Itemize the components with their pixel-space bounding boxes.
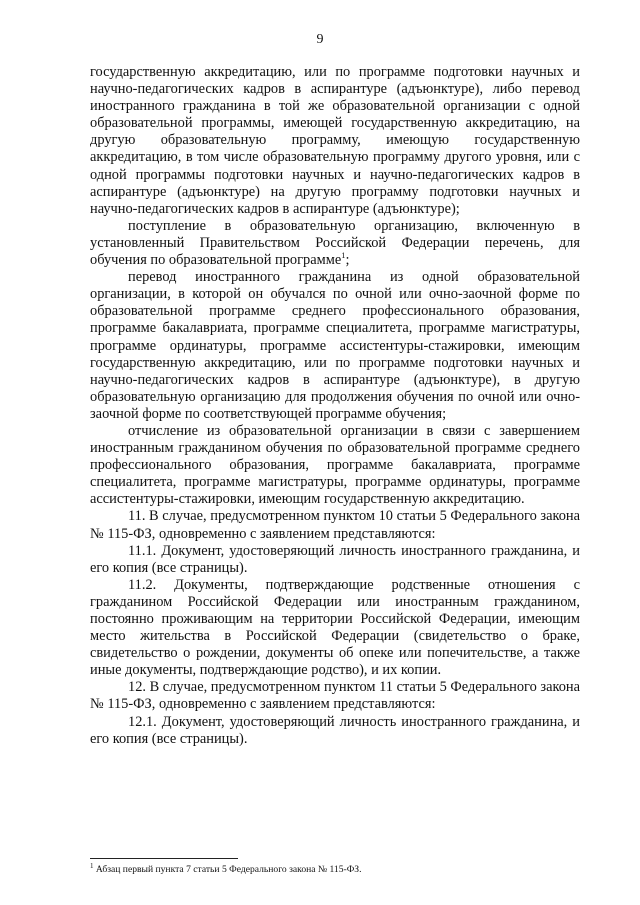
paragraph-item-12-1 [90,714,580,748]
document-body [90,64,580,748]
paragraph-text: 12. В случае, предусмотренном пунктом 11 статьи 5 Федерального закона № 115-ФЗ, одновременно с заявлением представляются: [90,679,580,713]
footnote-reference[interactable]: 1 [341,250,346,261]
paragraph-item-12 [90,679,580,713]
paragraph-continuation [90,64,580,218]
paragraph-text: отчисление из образовательной организации в связи с завершением иностранным гражданином обучения по образовательной программе среднего профессионального образования, программе бакалавриата, программе специалитета, программе магистратуры, программе ординатуры, программе ассистентуры-стажировки, имеющим государственную аккредитацию. [90,422,580,508]
paragraph-text: поступление в образовательную организацию, включенную в установленный Правительством Российской Федерации перечень, для обучения по образовательной программе [90,217,580,269]
footnote-text: Абзац первый пункта 7 статьи 5 Федерального закона № 115-ФЗ. [95,864,362,875]
footnote-mark: 1 [90,861,94,870]
page-number: 9 [316,32,324,47]
footnote-divider [90,858,238,859]
paragraph-item-11-2 [90,577,580,680]
paragraph-text: 12.1. Документ, удостоверяющий личность иностранного гражданина, и его копия (все страницы). [90,713,580,747]
paragraph-transfer [90,269,580,423]
paragraph-admission [90,218,580,269]
footnote [90,861,580,876]
paragraph-text: 11.2. Документы, подтверждающие родственные отношения с гражданином Российской Федерации или иностранным гражданином, постоянно проживающим на территории Российской Федерации, имеющим место жительства в Российской Федерации (свидетельство о браке, свидетельство о рождении, документы об опеке или попечительстве, а также иные документы, подтверждающие родство), и их копии. [90,576,580,679]
paragraph-text: 11.1. Документ, удостоверяющий личность иностранного гражданина, и его копия (все страницы). [90,542,580,576]
paragraph-item-11 [90,508,580,542]
paragraph-tail: ; [345,252,350,269]
paragraph-text: перевод иностранного гражданина из одной образовательной организации, в которой он обучался по очной или очно-заочной форме по образовательной программе среднего профессионального образования, программе бакалавриата, программе специалитета, программе магистратуры, программе ординатуры, программе ассистентуры-стажировки, имеющим государственную аккредитацию, или по программе подготовки научных и научно-педагогических кадров в аспирантуре (адъюнктуре), в другую образовательную организацию для продолжения обучения по очной или очно-заочной форме по соответствующей программе обучения; [90,269,580,422]
paragraph-item-11-1 [90,543,580,577]
paragraph-expulsion [90,423,580,508]
paragraph-text: государственную аккредитацию, или по программе подготовки научных и научно-педагогических кадров в аспирантуре (адъюнктуре), либо перевод иностранного гражданина в той же образовательной организации с одной образовательной программы, имеющей государственную аккредитацию, на другую образовательную программу, имеющую государственную аккредитацию, в том числе образовательную программу другого уровня, или с одной программы подготовки научных и научно-педагогических кадров в аспирантуре (адъюнктуре) на другую программу подготовки научных и научно-педагогических кадров в аспирантуре (адъюнктуре); [90,64,580,217]
paragraph-text: 11. В случае, предусмотренном пунктом 10 статьи 5 Федерального закона № 115-ФЗ, одновременно с заявлением представляются: [90,508,580,542]
